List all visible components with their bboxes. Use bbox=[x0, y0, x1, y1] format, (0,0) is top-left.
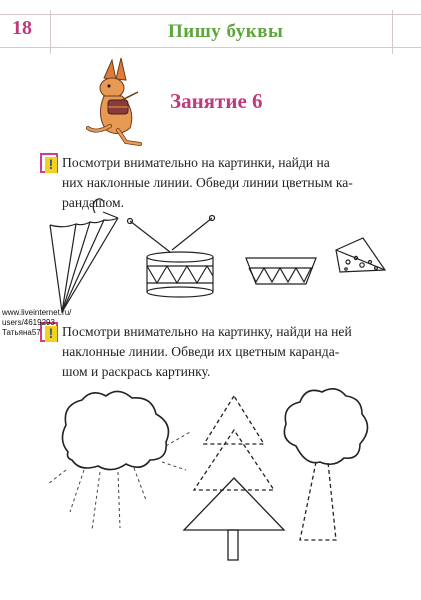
exclamation-marker-icon: ! bbox=[40, 153, 58, 173]
sun-rays bbox=[48, 432, 190, 530]
exercise-2-line: Посмотри внимательно на картинку, найди на ней bbox=[62, 324, 352, 339]
exercise-2-text bbox=[62, 322, 412, 382]
exercise-2-line: наклонные линии. Обведи их цветным каранда- bbox=[62, 344, 340, 359]
round-tree-picture bbox=[284, 389, 367, 540]
lesson-title: Занятие 6 bbox=[170, 89, 263, 113]
page-number: 18 bbox=[12, 17, 32, 39]
watermark-line[interactable]: www.liveinternet.ru/ bbox=[2, 308, 72, 317]
exercise-1-text bbox=[62, 153, 412, 213]
drum-picture bbox=[128, 216, 215, 298]
watermark-line: Татьяна57 bbox=[2, 328, 41, 337]
header-title: Пишу буквы bbox=[168, 21, 284, 42]
exclamation-marker-icon: ! bbox=[40, 322, 58, 342]
watermark bbox=[2, 308, 71, 338]
exercise-1-line: Посмотри внимательно на картинки, найди на bbox=[62, 155, 330, 170]
kangaroo-icon bbox=[88, 58, 140, 144]
umbrella-picture bbox=[50, 199, 118, 312]
exercise-1-line: них наклонные линии. Обведи линии цветным ка- bbox=[62, 175, 353, 190]
cheese-picture bbox=[336, 238, 385, 272]
watermark-line[interactable]: users/4619293 bbox=[2, 318, 55, 327]
fir-tree-picture bbox=[184, 396, 284, 560]
bowl-picture bbox=[246, 258, 316, 284]
exercise-2-line: шом и раскрась картинку. bbox=[62, 364, 211, 379]
exercise-1-line: рандашом. bbox=[62, 195, 125, 210]
cloud-picture bbox=[62, 391, 168, 469]
